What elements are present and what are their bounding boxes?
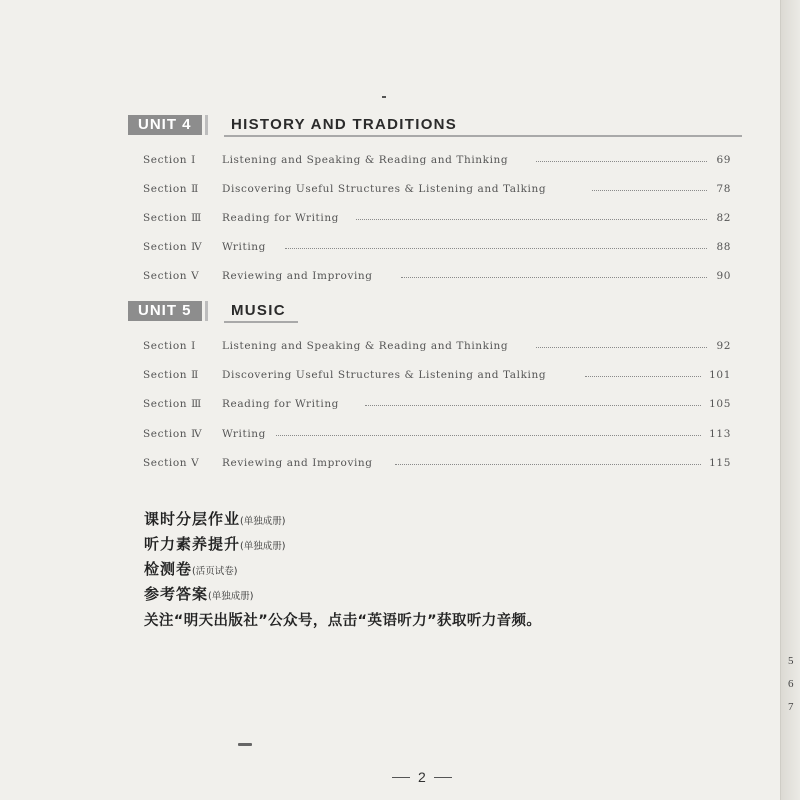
toc-entry <box>143 456 731 470</box>
section-title: Reviewing and Improving <box>222 270 373 282</box>
unit-rule <box>224 135 742 137</box>
unit-rule <box>224 321 298 323</box>
page-number: 101 <box>709 369 731 381</box>
toc-entry <box>143 182 731 196</box>
dot-leader <box>401 277 707 278</box>
dot-leader <box>395 464 701 465</box>
edge-mark: 6 <box>788 678 794 690</box>
section-title: Listening and Speaking & Reading and Thinking <box>222 154 509 166</box>
toc-entry <box>143 153 731 167</box>
supplementary-title: 检测卷 <box>144 560 193 578</box>
edge-mark: 7 <box>788 701 794 713</box>
supplementary-item <box>144 581 285 606</box>
toc-entry <box>143 427 731 441</box>
audio-notice: 关注“明天出版社”公众号，点击“英语听力”获取听力音频。 <box>144 613 542 629</box>
supplementary-title: 听力素养提升 <box>144 535 241 553</box>
supplementary-title: 参考答案 <box>144 585 209 603</box>
section-number: Section Ⅴ <box>143 270 200 282</box>
supplementary-item <box>144 556 285 581</box>
section-number: Section Ⅲ <box>143 398 202 410</box>
dot-leader <box>285 248 707 249</box>
dot-leader <box>276 435 701 436</box>
section-title: Listening and Speaking & Reading and Thinking <box>222 340 509 352</box>
section-number: Section Ⅳ <box>143 428 203 440</box>
section-title: Reading for Writing <box>222 212 340 224</box>
supplementary-list <box>144 506 285 606</box>
unit-title: MUSIC <box>231 302 286 319</box>
toc-entry <box>143 397 731 411</box>
section-number: Section Ⅲ <box>143 212 202 224</box>
edge-mark: 5 <box>788 655 794 667</box>
footer-page-number: 2 <box>418 769 426 786</box>
supplementary-item <box>144 506 285 531</box>
page-number: 105 <box>709 398 731 410</box>
section-title: Writing <box>222 428 266 440</box>
dot-leader <box>356 219 707 220</box>
supplementary-item <box>144 531 285 556</box>
section-title: Writing <box>222 241 266 253</box>
section-title: Reviewing and Improving <box>222 457 373 469</box>
print-speck <box>382 96 386 98</box>
toc-entry <box>143 211 731 225</box>
dot-leader <box>536 347 707 348</box>
unit-badge: UNIT 5 <box>128 301 202 321</box>
page-number: 69 <box>716 154 731 166</box>
dot-leader <box>585 376 701 377</box>
unit-4-header <box>128 115 742 137</box>
supplementary-note: (活页试卷) <box>192 566 238 577</box>
supplementary-note: (单独成册) <box>240 516 286 527</box>
section-number: Section Ⅴ <box>143 457 200 469</box>
dot-leader <box>365 405 701 406</box>
page-number: 88 <box>716 241 731 253</box>
toc-entry <box>143 339 731 353</box>
dot-leader <box>536 161 707 162</box>
page-number: 113 <box>709 428 731 440</box>
footer-dash-left <box>392 777 410 778</box>
facing-page-numbers <box>788 650 794 719</box>
toc-entry <box>143 240 731 254</box>
dot-leader <box>592 190 707 191</box>
toc-entry <box>143 368 731 382</box>
page-footer <box>384 768 460 785</box>
unit-5-header <box>128 301 742 323</box>
supplementary-note: (单独成册) <box>208 591 254 602</box>
page-number: 90 <box>716 270 731 282</box>
print-mark <box>238 743 252 746</box>
unit-badge: UNIT 4 <box>128 115 202 135</box>
page-number: 115 <box>709 457 731 469</box>
unit-title: HISTORY AND TRADITIONS <box>231 116 458 133</box>
section-title: Discovering Useful Structures & Listening and Talking <box>222 369 547 381</box>
section-number: Section Ⅰ <box>143 340 196 352</box>
page-number: 82 <box>716 212 731 224</box>
section-number: Section Ⅱ <box>143 183 199 195</box>
supplementary-note: (单独成册) <box>240 541 286 552</box>
toc-entry <box>143 269 731 283</box>
page-number: 92 <box>716 340 731 352</box>
section-number: Section Ⅱ <box>143 369 199 381</box>
section-number: Section Ⅳ <box>143 241 203 253</box>
supplementary-title: 课时分层作业 <box>144 510 241 528</box>
footer-dash-right <box>434 777 452 778</box>
section-title: Reading for Writing <box>222 398 340 410</box>
page-number: 78 <box>716 183 731 195</box>
section-number: Section Ⅰ <box>143 154 196 166</box>
section-title: Discovering Useful Structures & Listening and Talking <box>222 183 547 195</box>
